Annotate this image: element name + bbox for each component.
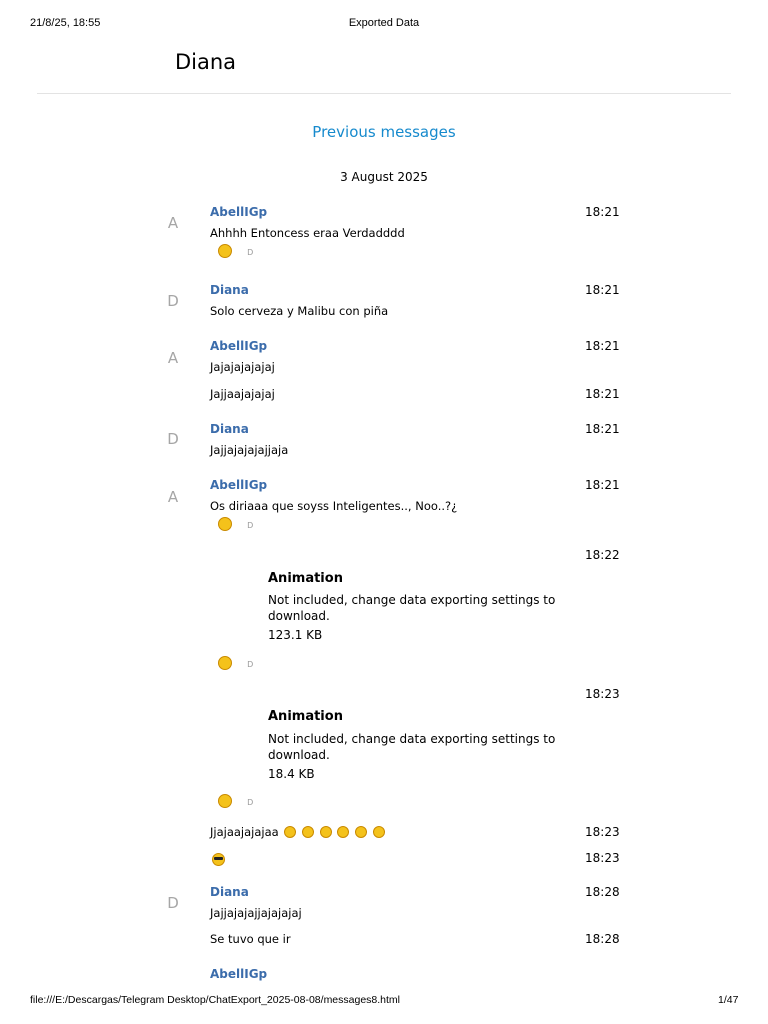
message-sender[interactable]: Diana [210,422,249,436]
message-text: Jajjaajajajaj [210,387,275,401]
message-sender[interactable]: Diana [210,283,249,297]
media-description: Not included, change data exporting settings to download. [268,593,556,623]
message-time: 18:28 [585,885,620,899]
message-time: 18:21 [585,478,620,492]
reaction-button[interactable] [218,655,253,674]
message-sender[interactable]: AbellIGp [210,339,268,353]
pdf-header-datetime: 21/8/25, 18:55 [30,17,101,29]
reaction-button[interactable] [218,793,253,812]
message-time: 18:23 [585,687,620,701]
reaction-user: D [247,660,254,669]
reaction-user: D [247,521,254,530]
page-title: Diana [175,50,237,74]
pdf-footer-page: 1/47 [718,994,739,1006]
message-emoji [212,851,225,870]
clapping-hands-icon [373,826,385,838]
laughing-emoji-icon [218,517,232,531]
message-text: Os diriaaa que soyss Inteligentes.., Noo..?¿ [210,499,458,513]
userpic: D [167,430,179,448]
userpic: A [167,488,179,506]
smiling-face-with-hearts-icon [284,826,296,838]
message-text: Solo cerveza y Malibu con piña [210,304,389,318]
pdf-header-title: Exported Data [348,17,420,29]
message-text-row [210,825,385,839]
userpic: A [167,214,179,232]
message-text: Jajjajajajajjaja [210,443,289,457]
media-size: 18.4 KB [268,767,315,781]
message-text: Jajajajajajaj [210,360,275,374]
message-sender[interactable]: AbellIGp [210,478,268,492]
date-separator: 3 August 2025 [340,170,428,184]
message-sender[interactable]: Diana [210,885,249,899]
sunglasses-emoji-icon [212,853,225,866]
message-time: 18:22 [585,548,620,562]
message-time: 18:21 [585,339,620,353]
laughing-emoji-icon [218,794,232,808]
message-sender[interactable]: AbellIGp [210,967,268,981]
laughing-emoji-icon [218,244,232,258]
reaction-user: D [247,248,254,257]
pdf-footer-path: file:///E:/Descargas/Telegram Desktop/ChatExport_2025-08-08/messages8.html [30,994,401,1006]
laughing-emoji-icon [218,656,232,670]
message-text: Ahhhh Entoncess eraa Verdadddd [210,226,405,240]
laughing-emoji-icon [302,826,314,838]
laughing-emoji-icon [337,826,349,838]
smiling-face-with-hearts-icon [320,826,332,838]
userpic: D [167,894,179,912]
reaction-user: D [247,798,254,807]
message-time: 18:21 [585,422,620,436]
media-title[interactable]: Animation [268,571,343,586]
message-time: 18:23 [585,851,620,865]
previous-messages-link[interactable]: Previous messages [312,123,456,141]
reaction-button[interactable] [218,243,253,262]
message-time: 18:28 [585,932,620,946]
clapping-hands-icon [355,826,367,838]
header-divider [37,93,731,94]
message-text: Jjajaajajajaa [210,825,279,839]
message-time: 18:23 [585,825,620,839]
media-size: 123.1 KB [268,628,323,642]
reaction-button[interactable] [218,516,253,535]
media-description: Not included, change data exporting settings to download. [268,732,556,762]
message-text: Se tuvo que ir [210,932,291,946]
userpic: A [167,349,179,367]
message-time: 18:21 [585,387,620,401]
userpic: D [167,292,179,310]
message-time: 18:21 [585,205,620,219]
message-text: Jajjajajajjajajajaj [210,906,302,920]
message-time: 18:21 [585,283,620,297]
media-title[interactable]: Animation [268,709,343,724]
message-sender[interactable]: AbellIGp [210,205,268,219]
